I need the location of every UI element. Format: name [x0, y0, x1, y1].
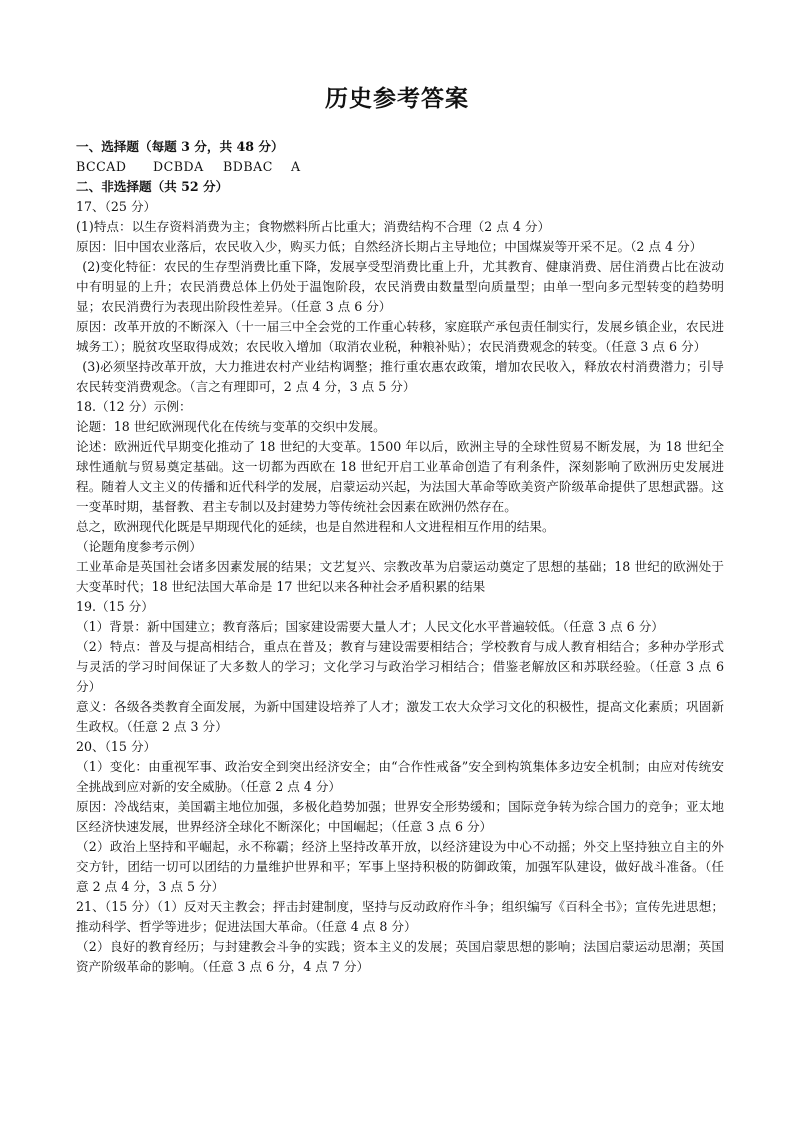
q17-part2-changes: (2)变化特征：农民的生存型消费比重下降，发展享受型消费比重上升，尤其教育、健康消费、居住消费占比在波动中有明显的上升；农民消费总体上仍处于温饱阶段，农民消费由数量型向质量型；由单一型向多元型转变的趋势明显；农民消费行为表现出阶段性差异。（任意 3 点 6 分） — [76, 259, 724, 314]
section-heading-choice: 一、选择题（每题 3 分，共 48 分） — [76, 139, 284, 154]
q20-heading: 20、（15 分） — [76, 739, 157, 754]
q17-part1-reasons: 原因：旧中国农业落后，农民收入少，购买力低；自然经济长期占主导地位；中国煤炭等开采不足。（2 点 4 分） — [76, 239, 703, 254]
q18-argument: 论述：欧洲近代早期变化推动了 18 世纪的大变革。1500 年以后，欧洲主导的全球性贸易不断发展，为 18 世纪全球性通航与贸易奠定基础。这一切都为西欧在 18 世纪开启工业革命创造了有利条件，深刻影响了欧洲历史发展进程。随着人文主义的传播和近代科学的发展，启蒙运动兴起，为法国大革命等欧美资产阶级革命提供了思想武器。这一变革时期，基督教、君主专制以及封建势力等传统社会因素在欧洲仍然存在。 — [76, 439, 724, 514]
document-body — [76, 137, 724, 977]
q18-conclusion: 总之，欧洲现代化既是早期现代化的延续，也是自然进程和人文进程相互作用的结果。 — [76, 519, 555, 534]
page-title: 历史参考答案 — [325, 85, 469, 112]
q20-part2: （2）政治上坚持和平崛起，永不称霸；经济上坚持改革开放，以经济建设为中心不动摇；外交上坚持独立自主的外交方针，团结一切可以团结的力量维护世界和平；军事上坚持积极的防御政策，加强军队建设，做好战斗准备。（任意 2 点 4 分，3 点 5 分） — [76, 839, 724, 894]
q17-heading: 17、（25 分） — [76, 199, 157, 214]
answer-group-2: DCBDA — [153, 159, 204, 174]
q17-part3: (3)必须坚持改革开放，大力推进农村产业结构调整；推行重农惠农政策，增加农民收入，释放农村消费潜力；引导农民转变消费观念。（言之有理即可，2 点 4 分，3 点 5 分） — [76, 359, 724, 394]
q18-examples-heading: （论题角度参考示例） — [76, 539, 202, 554]
choice-answers — [76, 157, 724, 177]
section-heading-nonchoice: 二、非选择题（共 52 分） — [76, 179, 229, 194]
q17-part2-reasons: 原因：改革开放的不断深入（十一届三中全会党的工作重心转移，家庭联产承包责任制实行，发展乡镇企业，农民进城务工）；脱贫攻坚取得成效；农民收入增加（取消农业税，种粮补贴）；农民消费观念的转变。（任意 3 点 6 分） — [76, 319, 724, 354]
q19-part1: （1）背景：新中国建立；教育落后；国家建设需要大量人才；人民文化水平普遍较低。（任意 3 点 6 分） — [76, 619, 664, 634]
q19-heading: 19.（15 分） — [76, 599, 154, 614]
q19-significance: 意义：各级各类教育全面发展，为新中国建设培养了人才；激发工农大众学习文化的积极性，提高文化素质；巩固新生政权。（任意 2 点 3 分） — [76, 699, 724, 734]
q17-part1-features: (1)特点：以生存资料消费为主；食物燃料所占比重大；消费结构不合理（2 点 4 分） — [76, 219, 551, 234]
q18-examples: 工业革命是英国社会诸多因素发展的结果；文艺复兴、宗教改革为启蒙运动奠定了思想的基础；18 世纪的欧洲处于大变革时代；18 世纪法国大革命是 17 世纪以来各种社会矛盾积累的结果 — [76, 559, 724, 594]
q19-part2: （2）特点：普及与提高相结合，重点在普及；教育与建设需要相结合；学校教育与成人教育相结合；多种办学形式与灵活的学习时间保证了大多数人的学习；文化学习与政治学习相结合；借鉴老解放区和苏联经验。（任意 3 点 6 分） — [76, 639, 724, 694]
q20-part1: （1）变化：由重视军事、政治安全到突出经济安全；由“合作性戒备”安全到构筑集体多边安全机制；由应对传统安全挑战到应对新的安全威胁。（任意 2 点 4 分） — [76, 759, 724, 794]
q20-reasons: 原因：冷战结束，美国霸主地位加强，多极化趋势加强；世界安全形势缓和；国际竞争转为综合国力的竞争；亚太地区经济快速发展，世界经济全球化不断深化；中国崛起；（任意 3 点 6 分） — [76, 799, 724, 834]
q21-part2: （2）良好的教育经历；与封建教会斗争的实践；资本主义的发展；英国启蒙思想的影响；法国启蒙运动思潮；英国资产阶级革命的影响。（任意 3 点 6 分，4 点 7 分） — [76, 939, 724, 974]
answer-group-1: BCCAD — [76, 159, 127, 174]
q18-heading: 18.（12 分）示例： — [76, 399, 192, 414]
q21-part1: 21、（15 分）（1）反对天主教会；抨击封建制度，坚持与反动政府作斗争；组织编写《百科全书》；宣传先进思想；推动科学、哲学等进步；促进法国大革命。（任意 4 点 8 分） — [76, 899, 724, 934]
answer-group-4: A — [291, 159, 301, 174]
q18-thesis: 论题：18 世纪欧洲现代化在传统与变革的交织中发展。 — [76, 419, 386, 434]
answer-group-3: BDBAC — [223, 159, 273, 174]
